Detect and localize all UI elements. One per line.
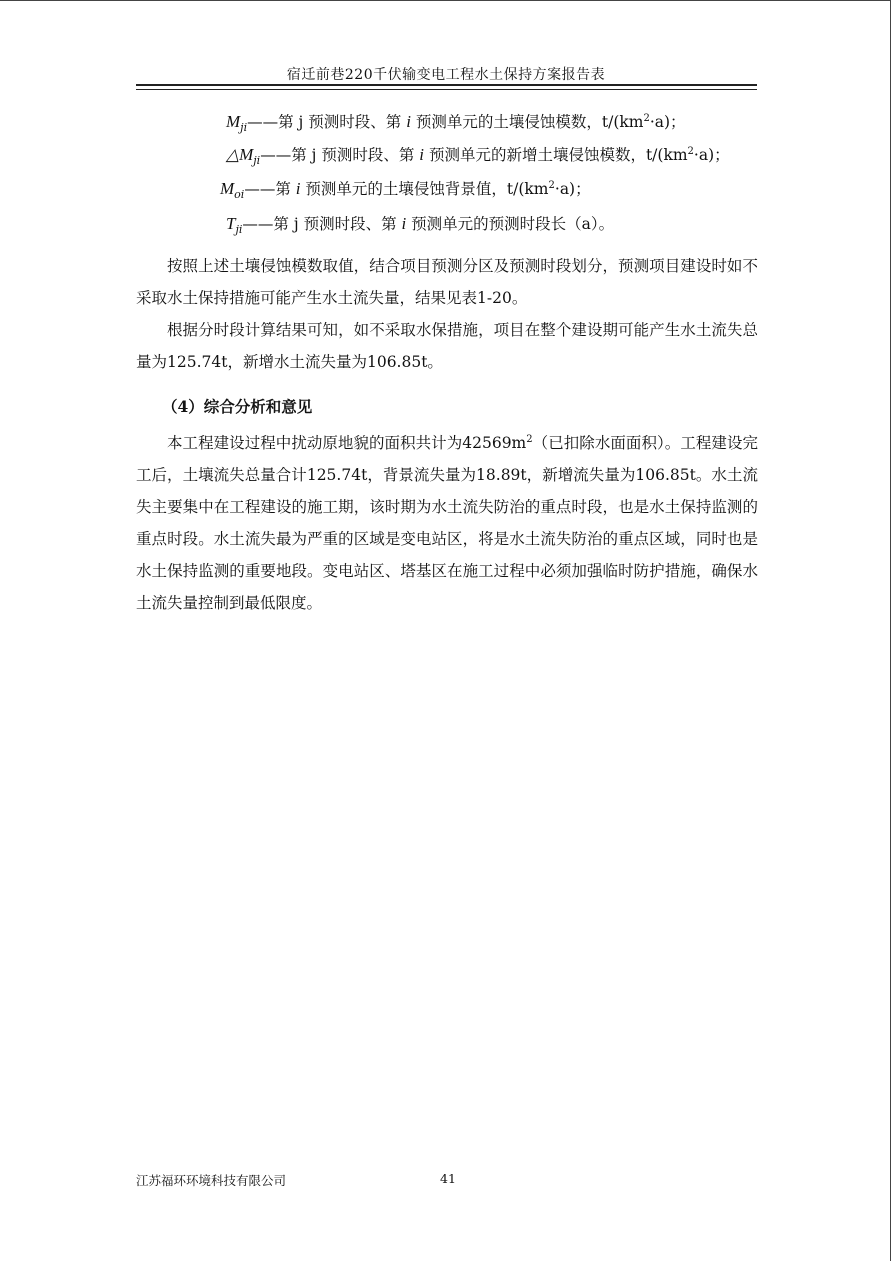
symbol-subscript: ji: [240, 121, 248, 135]
exponent: 2: [643, 112, 650, 124]
unit-tail: ·a)；: [693, 146, 730, 164]
paragraph: 根据分时段计算结果可知，如不采取水保措施，项目在整个建设期可能产生水土流失总量为125.74t，新增水土流失量为106.85t。: [136, 321, 758, 371]
definition-line-4: [226, 212, 614, 236]
page-number: 41: [440, 1171, 456, 1186]
index-variable: i: [401, 214, 407, 233]
definition-text: ——第: [244, 180, 296, 198]
footer-company: 江苏福环环境科技有限公司: [136, 1173, 287, 1188]
body-section-2: [136, 424, 758, 619]
symbol: △M: [226, 145, 254, 164]
symbol-subscript: oi: [234, 188, 245, 202]
symbol-subscript: ji: [235, 223, 243, 237]
header-rule: [136, 84, 757, 90]
definition-text: 预测单元的土壤侵蚀背景值，t/(km: [300, 180, 549, 198]
symbol-subscript: ji: [253, 154, 261, 168]
definition-text: 预测单元的土壤侵蚀模数，t/(km: [410, 113, 644, 131]
symbol: M: [220, 179, 235, 198]
definition-line-3: [220, 177, 591, 201]
paragraph-text: （已扣除水面面积）。工程建设完工后，土壤流失总量合计125.74t，背景流失量为18.89t，新增流失量为106.85t。水土流失主要集中在工程建设的施工期，该时期为水土流失防治的重点时段，也是水土保持监测的重点时段。水土流失最为严重的区域是变电站区，将是水土流失防治的重点区域，同时也是水土保持监测的重要地段。变电站区、塔基区在施工过程中必须加强临时防护措施，确保水土流失量控制到最低限度。: [136, 434, 758, 613]
section-heading: （4）综合分析和意见: [162, 397, 313, 416]
unit-tail: ·a)；: [554, 180, 591, 198]
definition-text: ——第 j 预测时段、第: [242, 215, 402, 233]
page-header-title: 宿迁前巷220千伏输变电工程水土保持方案报告表: [286, 67, 606, 83]
definition-line-1: [226, 110, 686, 134]
index-variable: i: [406, 112, 411, 131]
definition-text: 预测单元的预测时段长（a）。: [406, 215, 615, 233]
paragraph: [136, 424, 758, 619]
definition-text: ——第 j 预测时段、第: [260, 146, 420, 164]
unit-tail: ·a)；: [649, 113, 686, 131]
symbol: T: [226, 214, 236, 233]
definition-text: ——第 j 预测时段、第: [247, 113, 407, 131]
paragraph: 按照上述土壤侵蚀模数取值，结合项目预测分区及预测时段划分，预测项目建设时如不采取水土保持措施可能产生水土流失量，结果见表1-20。: [136, 257, 758, 307]
definition-text: 预测单元的新增土壤侵蚀模数，t/(km: [424, 146, 688, 164]
area-exponent: 2: [526, 434, 533, 445]
exponent: 2: [548, 179, 555, 191]
index-variable: i: [295, 179, 301, 198]
paragraph-text: 本工程建设过程中扰动原地貌的面积共计为42569m: [167, 434, 527, 453]
index-variable: i: [419, 145, 425, 164]
exponent: 2: [687, 145, 694, 157]
definition-line-2: [226, 143, 730, 167]
body-section-1: [136, 250, 758, 378]
symbol: M: [226, 112, 241, 131]
